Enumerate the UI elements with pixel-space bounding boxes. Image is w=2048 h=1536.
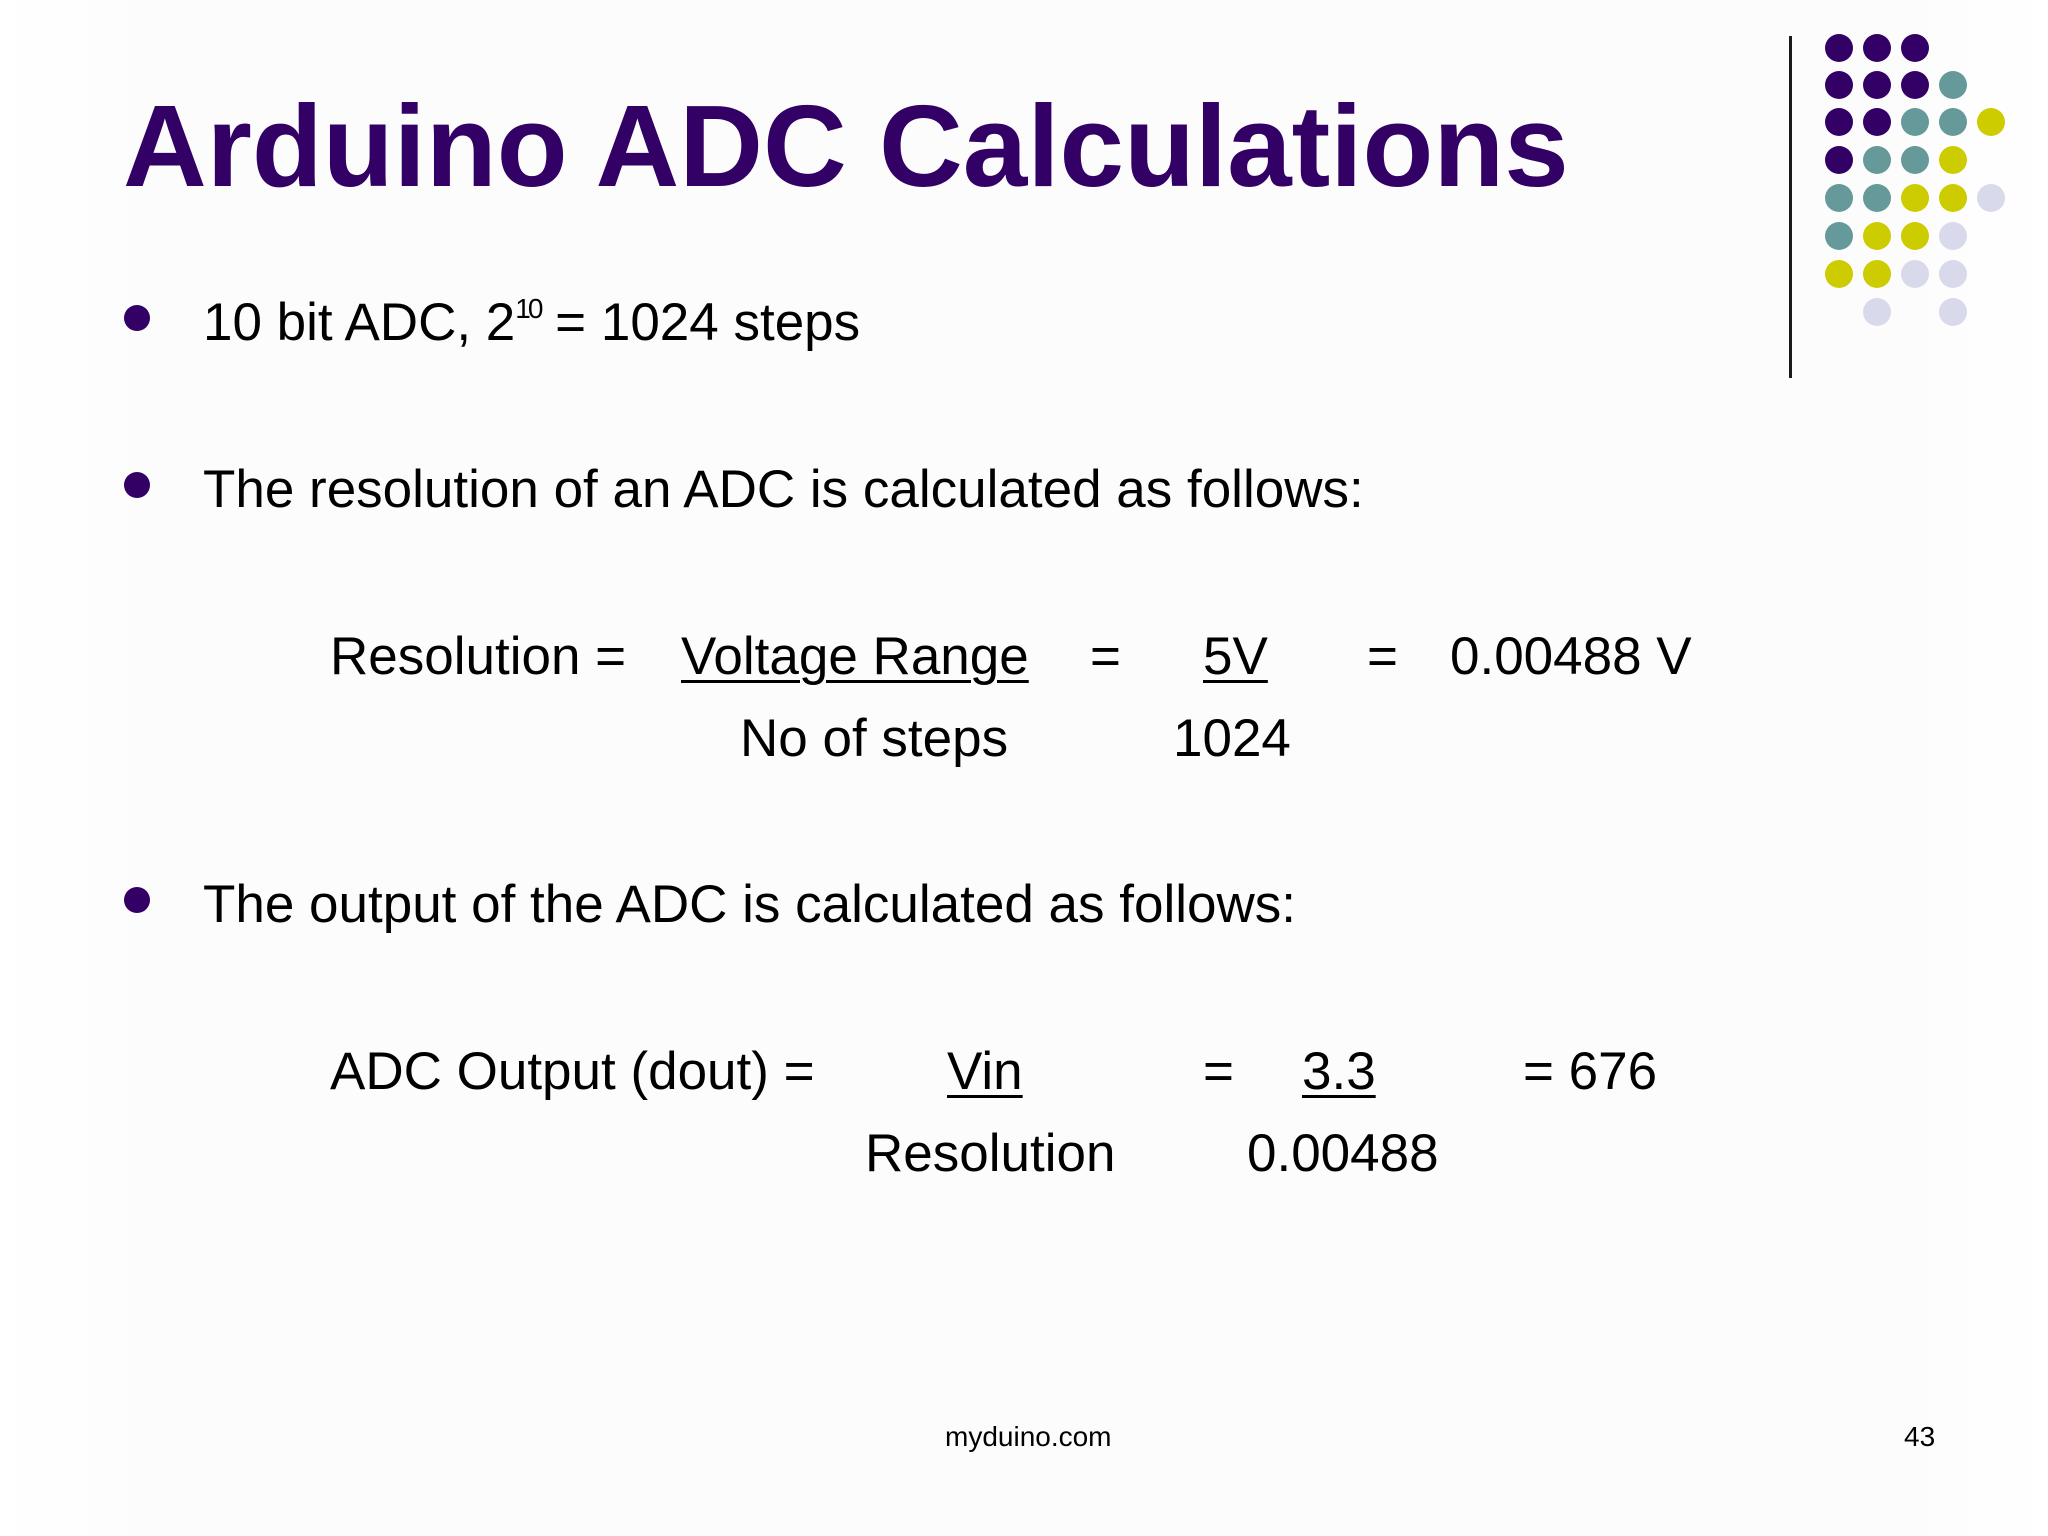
decorative-dot [1939,108,1967,136]
decorative-dot [1901,146,1929,174]
slide-title: Arduino ADC Calculations [123,81,1569,211]
output-numerator-vin: Vin [947,1042,1023,1101]
decorative-dot [1863,34,1891,62]
decorative-dot [1939,71,1967,99]
decorative-dot [1825,71,1853,99]
output-equals-1: = [1203,1042,1234,1101]
bullet-text-adc-steps [203,293,861,352]
decorative-dot [1825,108,1853,136]
bullet-text-before: 10 bit ADC, 2 [203,293,516,352]
decorative-dot [1901,184,1929,212]
output-numerator-3-3: 3.3 [1302,1042,1376,1101]
decorative-dot [1825,184,1853,212]
decorative-dot [1863,146,1891,174]
decorative-dot [1863,71,1891,99]
decorative-dot [1977,184,2005,212]
decorative-dot [1977,108,2005,136]
resolution-denominator-steps: No of steps [740,709,1009,768]
decorative-dot [1939,222,1967,250]
resolution-equals-1: = [1090,627,1121,686]
output-denominator-value: 0.00488 [1247,1124,1439,1183]
superscript-exponent: 10 [515,293,541,324]
bullet-text-after: = 1024 steps [540,293,861,352]
decorative-dot [1863,222,1891,250]
decorative-dot [1901,260,1929,288]
decorative-dot [1939,146,1967,174]
bullet-text-output: The output of the ADC is calculated as follows: [203,875,1296,934]
decorative-dot [1863,298,1891,326]
bullet-icon [124,305,150,331]
slide-number: 43 [1904,1421,1936,1452]
resolution-numerator-5v: 5V [1203,627,1268,686]
decorative-dot [1825,146,1853,174]
decorative-dot [1901,108,1929,136]
decorative-dot [1863,260,1891,288]
decorative-dot [1863,108,1891,136]
resolution-lhs: Resolution = [330,627,627,686]
divider-line [1789,36,1792,378]
decorative-dot [1939,184,1967,212]
resolution-equals-2: = [1367,627,1398,686]
bullet-icon [124,472,150,498]
bullet-icon [124,887,150,913]
output-result: = 676 [1523,1042,1658,1101]
resolution-denominator-1024: 1024 [1173,709,1291,768]
decorative-dot [1901,34,1929,62]
decorative-dot [1901,71,1929,99]
decorative-dot [1863,184,1891,212]
output-denominator-resolution: Resolution [865,1124,1116,1183]
decorative-dot [1825,260,1853,288]
decorative-dot [1825,34,1853,62]
resolution-numerator-voltage-range: Voltage Range [681,627,1029,686]
bullet-text-resolution: The resolution of an ADC is calculated as follows: [203,460,1364,519]
decorative-dot [1825,222,1853,250]
output-lhs: ADC Output (dout) = [330,1042,815,1101]
decorative-dot [1939,298,1967,326]
resolution-result: 0.00488 V [1450,627,1692,686]
decorative-dot [1901,222,1929,250]
decorative-dot [1939,260,1967,288]
footer-website: myduino.com [945,1421,1112,1452]
